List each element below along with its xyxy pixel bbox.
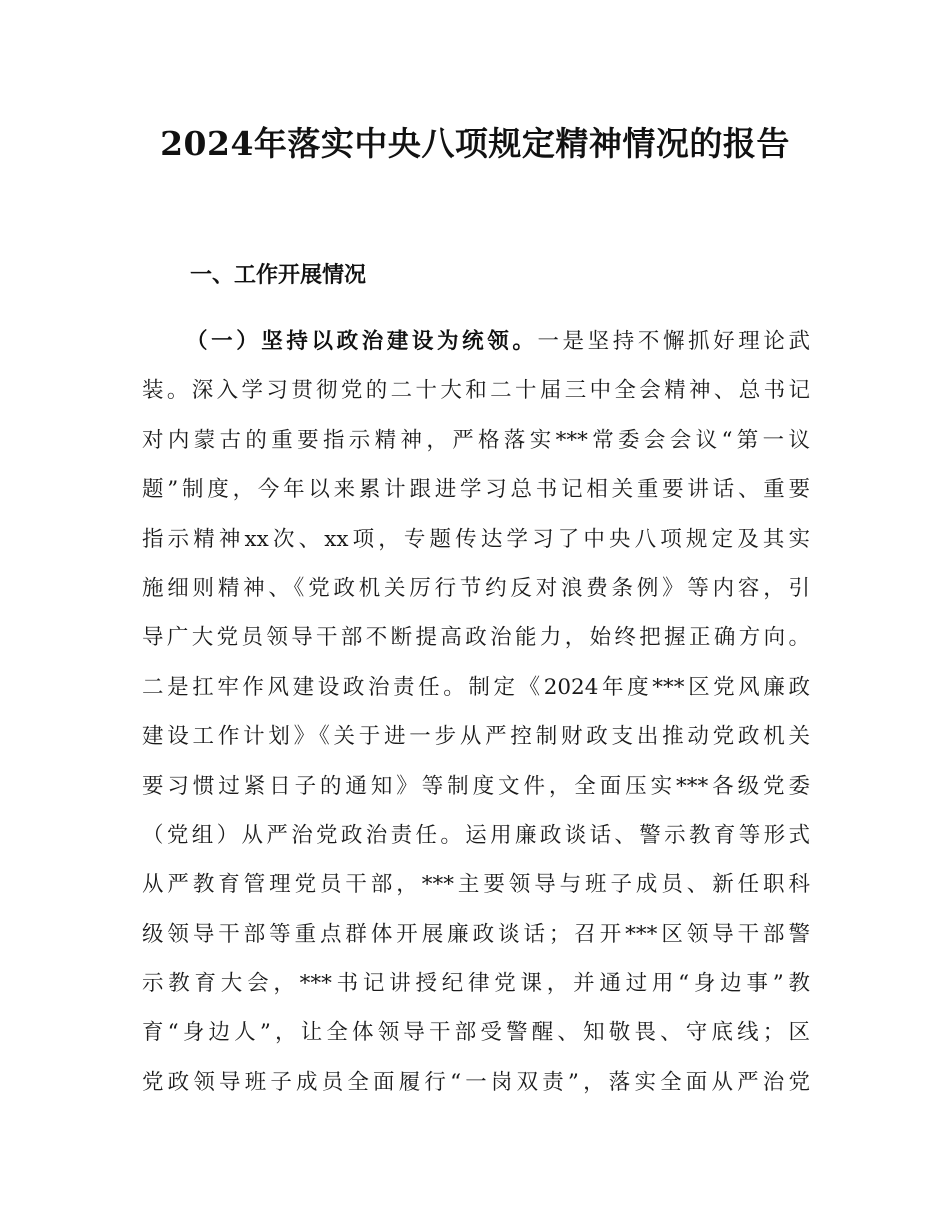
paragraph-line: 示教育大会，***书记讲授纪律党课，并通过用“身边事”教 xyxy=(142,971,810,997)
paragraph-line: 党政领导班子成员全面履行“一岗双责”，落实全面从严治党 xyxy=(142,1069,810,1095)
paragraph-line: 题”制度，今年以来累计跟进学习总书记相关重要讲话、重要 xyxy=(142,477,810,503)
paragraph-line xyxy=(142,317,810,366)
document-title: 2024年落实中央八项规定精神情况的报告 xyxy=(160,124,790,163)
body-paragraph xyxy=(142,317,810,1107)
paragraph-line: 指示精神xx次、xx项，专题传达学习了中央八项规定及其实 xyxy=(142,526,810,552)
paragraph-line: 级领导干部等重点群体开展廉政谈话；召开***区领导干部警 xyxy=(142,921,810,947)
paragraph-line: 装。深入学习贯彻党的二十大和二十届三中全会精神、总书记 xyxy=(142,378,810,404)
sub-heading: （一）坚持以政治建设为统领。 xyxy=(186,329,538,354)
paragraph-line-text: 一是坚持不懈抓好理论武 xyxy=(537,329,810,354)
paragraph-line: 建设工作计划》《关于进一步从严控制财政支出推动党政机关 xyxy=(142,724,810,750)
paragraph-line: 二是扛牢作风建设政治责任。制定《2024年度***区党风廉政 xyxy=(142,674,810,700)
paragraph-line: 从严教育管理党员干部，***主要领导与班子成员、新任职科 xyxy=(142,872,810,898)
paragraph-line: 施细则精神、《党政机关厉行节约反对浪费条例》等内容，引 xyxy=(142,575,810,601)
paragraph-line: 导广大党员领导干部不断提高政治能力，始终把握正确方向。 xyxy=(142,625,810,651)
paragraph-line: 要习惯过紧日子的通知》等制度文件，全面压实***各级党委 xyxy=(142,773,810,799)
section-heading: 一、工作开展情况 xyxy=(190,263,367,288)
paragraph-line: 对内蒙古的重要指示精神，严格落实***常委会会议“第一议 xyxy=(142,427,810,453)
paragraph-line: 育“身边人”，让全体领导干部受警醒、知敬畏、守底线；区 xyxy=(142,1020,810,1046)
paragraph-line: （党组）从严治党政治责任。运用廉政谈话、警示教育等形式 xyxy=(142,822,810,848)
